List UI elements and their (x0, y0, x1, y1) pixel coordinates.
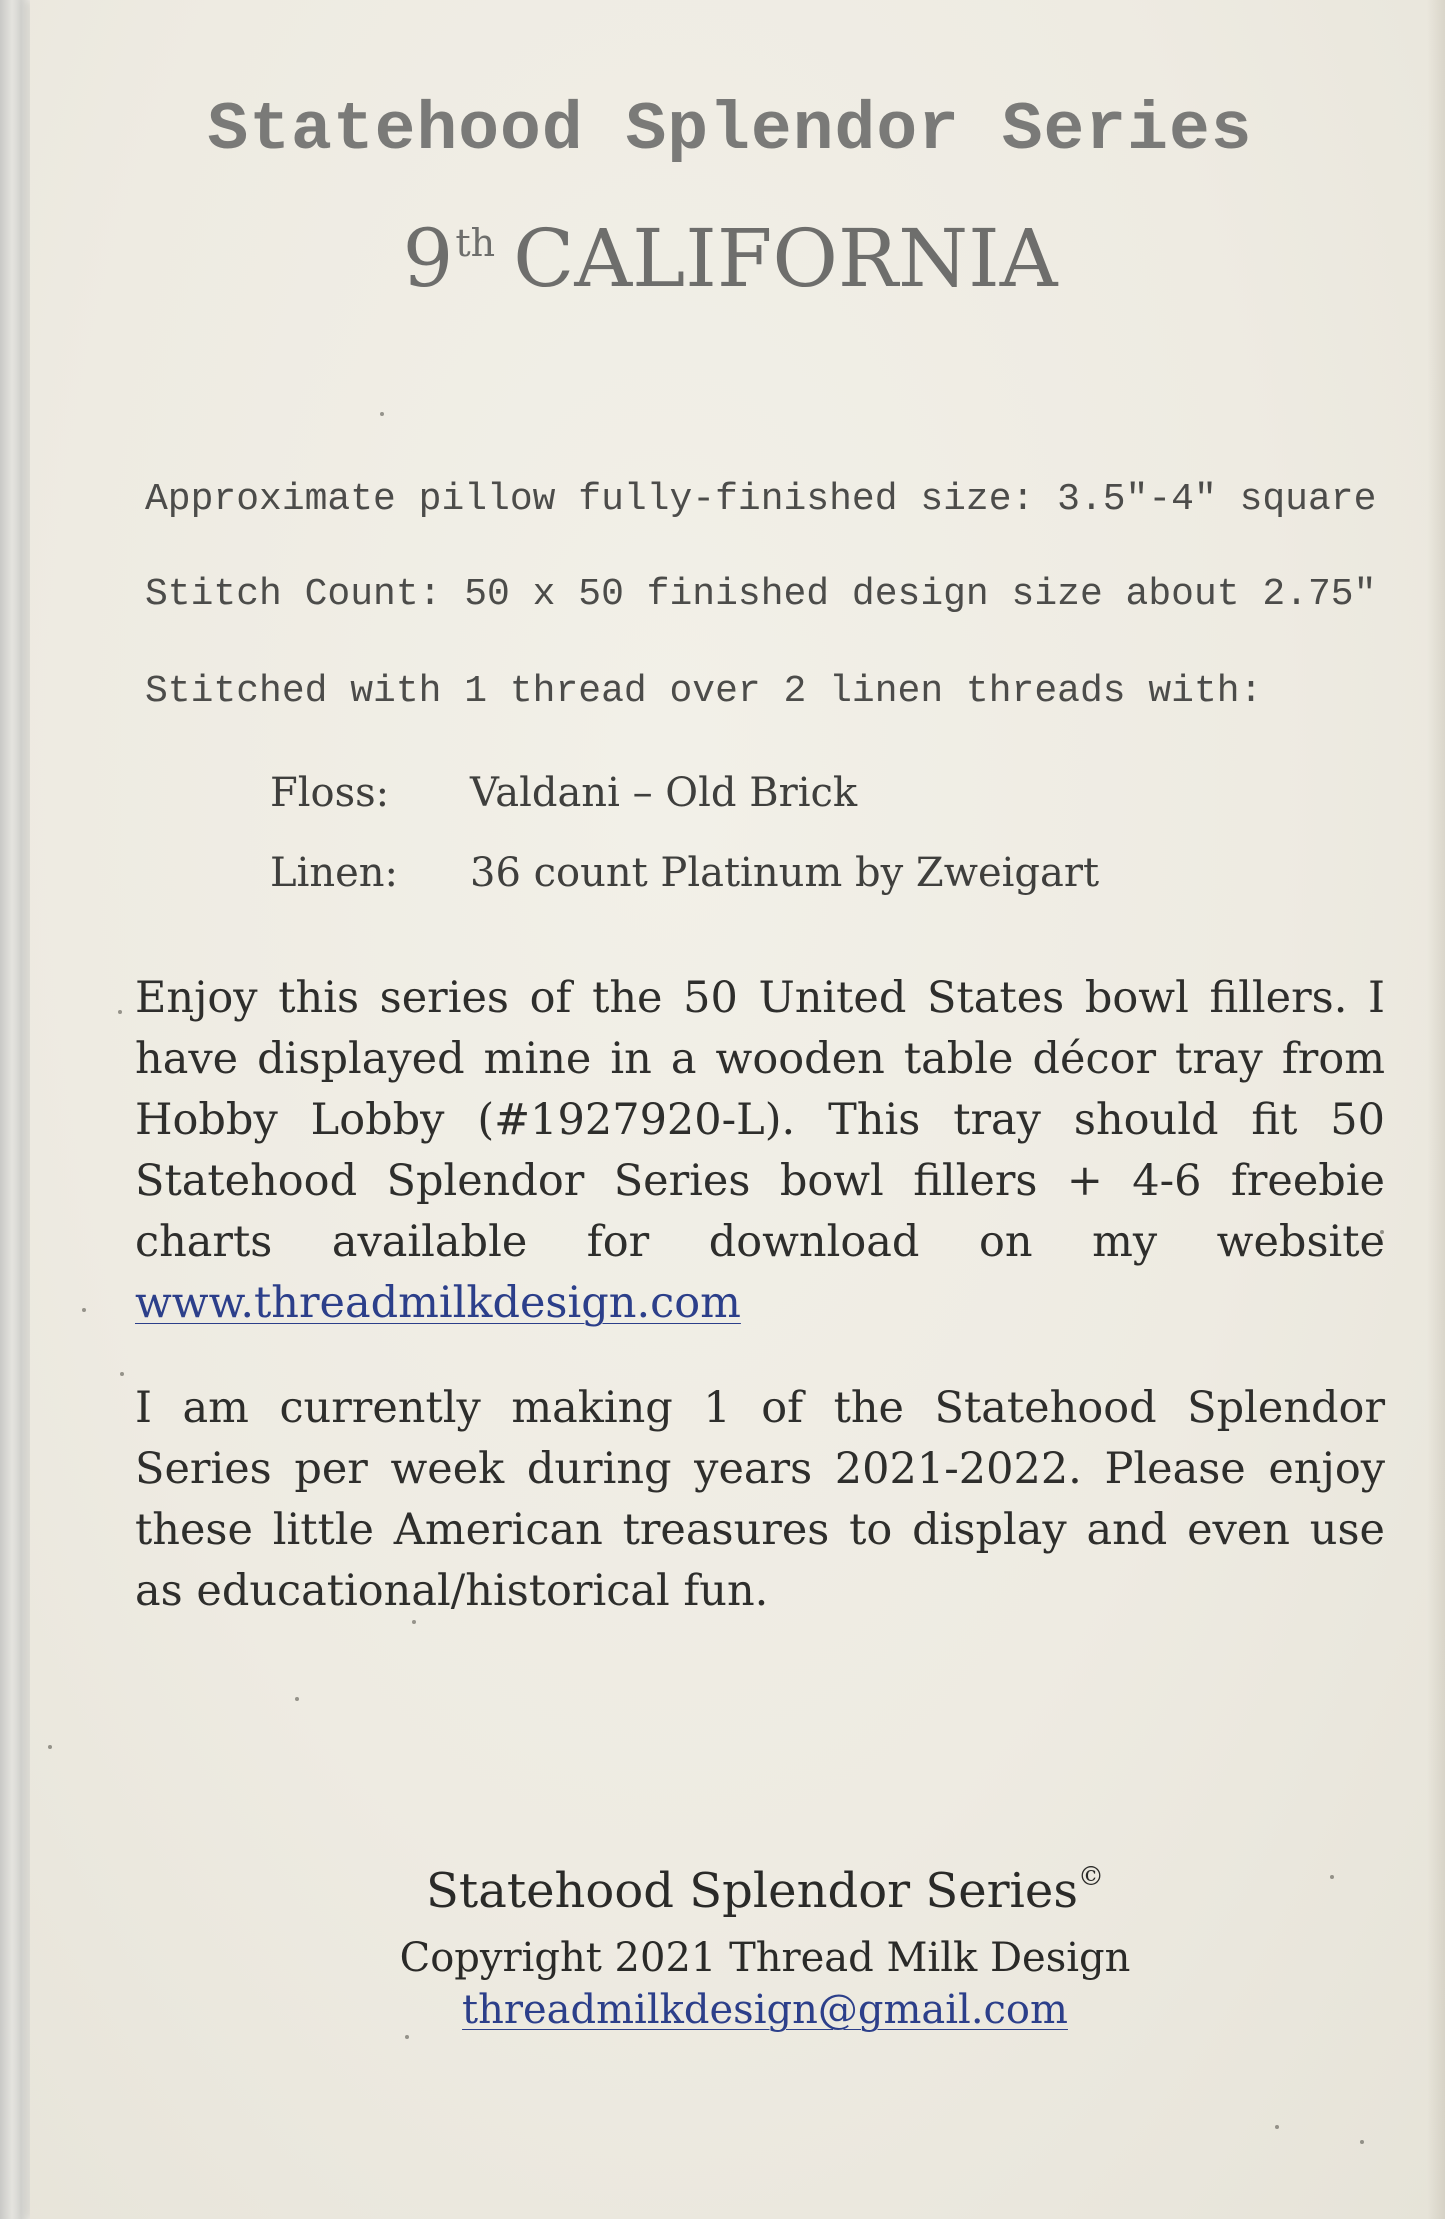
stitch-count-text: Stitch Count: 50 x 50 finished design size about 2.75" (145, 573, 1377, 616)
paper-speck (118, 1010, 122, 1014)
state-name: CALIFORNIA (513, 212, 1058, 305)
description-text-1: Enjoy this series of the 50 United States bowl fillers. I have displayed mine in a wooden table décor tray from Hobby Lobby (#1927920-L). This tray should fit 50 Statehood Splendor Series bowl fillers + 4-6 freebie charts available for download on my website (135, 973, 1385, 1267)
paper-speck (295, 1697, 299, 1701)
email-link[interactable]: threadmilkdesign@gmail.com (462, 1987, 1068, 2033)
series-title: Statehood Splendor Series (207, 92, 1253, 169)
linen-value: 36 count Platinum by Zweigart (470, 850, 1100, 896)
footer-copyright: Copyright 2021 Thread Milk Design (399, 1935, 1131, 1981)
paper-speck (48, 1745, 52, 1749)
paper-speck (1330, 1875, 1334, 1879)
paper-speck (82, 1308, 86, 1312)
floss-value: Valdani – Old Brick (470, 770, 858, 816)
paper-speck (1275, 2125, 1279, 2129)
materials-row-floss (270, 770, 857, 816)
materials-row-linen (270, 850, 1099, 896)
state-title (160, 212, 1300, 305)
linen-label: Linen: (270, 850, 399, 896)
card-stack-edge (0, 0, 30, 2219)
state-ordinal: 9 (402, 212, 454, 305)
footer-series-text: Statehood Splendor Series (426, 1863, 1078, 1919)
pillow-size-text: Approximate pillow fully-finished size: 3.5"-4" square (145, 478, 1377, 521)
website-link[interactable]: www.threadmilkdesign.com (135, 1278, 741, 1328)
paper-speck (380, 412, 384, 416)
state-ordinal-suffix: th (455, 221, 496, 265)
card-shadow (1427, 0, 1445, 2219)
description-paragraph-1 (135, 968, 1385, 1334)
stitched-with-text: Stitched with 1 thread over 2 linen threads with: (145, 670, 1263, 713)
footer-series-name (200, 1862, 1330, 1919)
paper-speck (1360, 2140, 1364, 2144)
paper-speck (120, 1372, 124, 1376)
copyright-mark: © (1077, 1862, 1104, 1892)
paper-speck (405, 2035, 409, 2039)
floss-label: Floss: (270, 770, 390, 816)
footer-email (200, 1987, 1330, 2033)
description-paragraph-2: I am currently making 1 of the Statehood Splendor Series per week during years 2021-2022. Please enjoy these little American treasures to display and even use as educational/historical fun. (135, 1383, 1385, 1616)
